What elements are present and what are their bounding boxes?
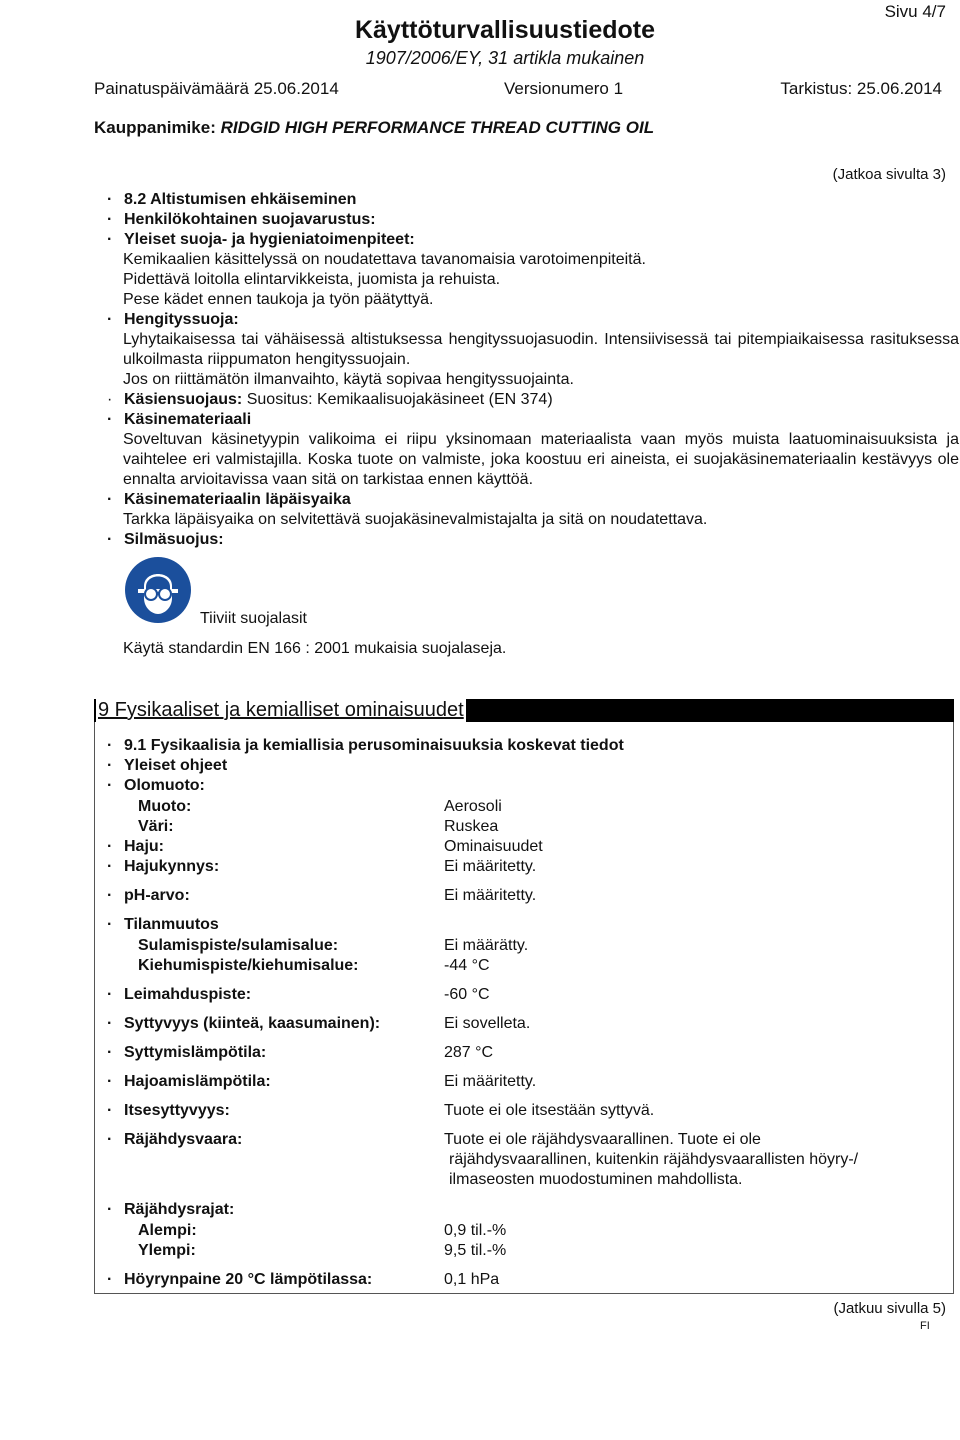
- boiling-label: Kiehumispiste/kiehumisalue:: [138, 957, 359, 974]
- explosion-hazard-line: ilmaseosten muodostuminen mahdollista.: [449, 1171, 743, 1188]
- state-change-label: · Tilanmuutos: [107, 916, 219, 933]
- penetration-time-text: Tarkka läpäisyaika on selvitettävä suojakäsinevalmistajalta ja sitä on noudatettava.: [123, 511, 708, 528]
- document-title: Käyttöturvallisuustiedote: [354, 16, 656, 44]
- respiratory-heading: · Hengityssuoja:: [107, 311, 239, 328]
- standard-note: Käytä standardin EN 166 : 2001 mukaisia suojalaseja.: [123, 640, 507, 657]
- flash-point-label: · Leimahduspiste:: [107, 986, 252, 1003]
- odor-threshold-label: · Hajukynnys:: [107, 858, 220, 875]
- goggles-icon: [124, 556, 192, 624]
- revision-date: Tarkistus: 25.06.2014: [780, 79, 942, 98]
- language-code: FI: [920, 1320, 930, 1332]
- document-subtitle: 1907/2006/EY, 31 artikla mukainen: [365, 48, 645, 68]
- flash-point-value: -60 °C: [444, 986, 490, 1003]
- color-value: Ruskea: [444, 818, 499, 835]
- continued-to: (Jatkuu sivulla 5): [833, 1300, 946, 1317]
- goggles-label: Tiiviit suojalasit: [200, 610, 307, 627]
- explosion-hazard-value: [444, 1130, 944, 1190]
- explosion-limits-label: · Räjähdysrajat:: [107, 1201, 235, 1218]
- flammability-label: · Syttyvyys (kiinteä, kaasumainen):: [107, 1015, 381, 1032]
- general-measure-line: Pese kädet ennen taukoja ja työn päätyttyä.: [123, 291, 434, 308]
- section-9-title: 9 Fysikaaliset ja kemialliset ominaisuudet: [98, 699, 464, 721]
- lower-limit-value: 0,9 til.-%: [444, 1222, 507, 1239]
- ignition-temp-value: 287 °C: [444, 1044, 494, 1061]
- melting-label: Sulamispiste/sulamisalue:: [138, 937, 339, 954]
- product-name: RIDGID HIGH PERFORMANCE THREAD CUTTING OIL: [220, 118, 655, 137]
- properties-heading: · 9.1 Fysikaalisia ja kemiallisia perusominaisuuksia koskevat tiedot: [107, 737, 624, 754]
- general-measure-line: Pidettävä loitolla elintarvikkeista, juomista ja rehuista.: [123, 271, 501, 288]
- appearance-label: · Olomuoto:: [107, 777, 205, 794]
- explosion-hazard-line: Tuote ei ole räjähdysvaarallinen. Tuote ei ole: [444, 1131, 761, 1148]
- continued-from: (Jatkoa sivulta 3): [832, 166, 946, 183]
- odor-label: · Haju:: [107, 838, 164, 855]
- decomposition-temp-label: · Hajoamislämpötila:: [107, 1073, 271, 1090]
- glove-material-text: Soveltuvan käsinetyypin valikoima ei riipu yksinomaan materiaalista vaan myös muista laatuominaisuuksista ja vaihtelee eri valmistajilla. Koska tuote on valmiste, joka koostuu eri aineista, ei suojakäsinemateriaalin kestävyys ole ennalta arvioitavissa vaan sitä on tarkistaa ennen käyttöä.: [123, 431, 959, 488]
- explosion-hazard-label: · Räjähdysvaara:: [107, 1131, 243, 1148]
- form-value: Aerosoli: [444, 798, 502, 815]
- page-number: Sivu 4/7: [884, 2, 946, 21]
- product-label: Kauppanimike:: [94, 118, 216, 137]
- flammability-value: Ei sovelleta.: [444, 1015, 531, 1032]
- ignition-temp-label: · Syttymislämpötila:: [107, 1044, 267, 1061]
- penetration-time-heading: · Käsinemateriaalin läpäisyaika: [107, 491, 351, 508]
- general-measure-line: Kemikaalien käsittelyssä on noudatettava tavanomaisia varotoimenpiteitä.: [123, 251, 646, 268]
- hand-protection-text: Suositus: Kemikaalisuojakäsineet (EN 374): [246, 391, 553, 408]
- product-line: [94, 118, 654, 138]
- ppe-heading: · Henkilökohtainen suojavarustus:: [107, 211, 376, 228]
- decomposition-temp-value: Ei määritetty.: [444, 1073, 537, 1090]
- respiratory-text: Lyhytaikaisessa tai vähäisessä altistuksessa hengityssuojasuodin. Intensiivisessä tai pitempiaikaisessa rasituksessa ulkoilmasta riippumaton hengityssuojain.: [123, 331, 959, 368]
- general-info: · Yleiset ohjeet: [107, 757, 228, 774]
- hand-protection: · Käsiensuojaus: Suositus: Kemikaalisuojakäsineet (EN 374): [107, 391, 553, 408]
- form-label: Muoto:: [138, 798, 192, 815]
- self-ignition-label: · Itsesyttyvyys:: [107, 1102, 230, 1119]
- color-label: Väri:: [138, 818, 174, 835]
- glove-material-heading: · Käsinemateriaali: [107, 411, 252, 428]
- melting-value: Ei määrätty.: [444, 937, 529, 954]
- lower-limit-label: Alempi:: [138, 1222, 197, 1239]
- vapour-pressure-value: 0,1 hPa: [444, 1271, 500, 1288]
- odor-threshold-value: Ei määritetty.: [444, 858, 537, 875]
- respiratory-line-2: Jos on riittämätön ilmanvaihto, käytä sopivaa hengityssuojainta.: [123, 371, 574, 388]
- ph-label: · pH-arvo:: [107, 887, 190, 904]
- upper-limit-value: 9,5 til.-%: [444, 1242, 507, 1259]
- ph-value: Ei määritetty.: [444, 887, 537, 904]
- section-8-2-heading: · 8.2 Altistumisen ehkäiseminen: [107, 191, 357, 208]
- section-8-2: [107, 190, 959, 550]
- vapour-pressure-label: · Höyrynpaine 20 °C lämpötilassa:: [107, 1271, 373, 1288]
- eye-protection-heading: · Silmäsuojus:: [107, 531, 224, 548]
- explosion-hazard-line: räjähdysvaarallinen, kuitenkin räjähdysvaarallisten höyry-/: [449, 1151, 859, 1168]
- upper-limit-label: Ylempi:: [138, 1242, 196, 1259]
- hand-protection-heading: Käsiensuojaus:: [124, 391, 243, 408]
- print-date: Painatuspäivämäärä 25.06.2014: [94, 79, 339, 98]
- boiling-value: -44 °C: [444, 957, 490, 974]
- version-number: Versionumero 1: [504, 79, 624, 98]
- odor-value: Ominaisuudet: [444, 838, 543, 855]
- general-measures-heading: · Yleiset suoja- ja hygieniatoimenpiteet:: [107, 231, 415, 248]
- self-ignition-value: Tuote ei ole itsestään syttyvä.: [444, 1102, 655, 1119]
